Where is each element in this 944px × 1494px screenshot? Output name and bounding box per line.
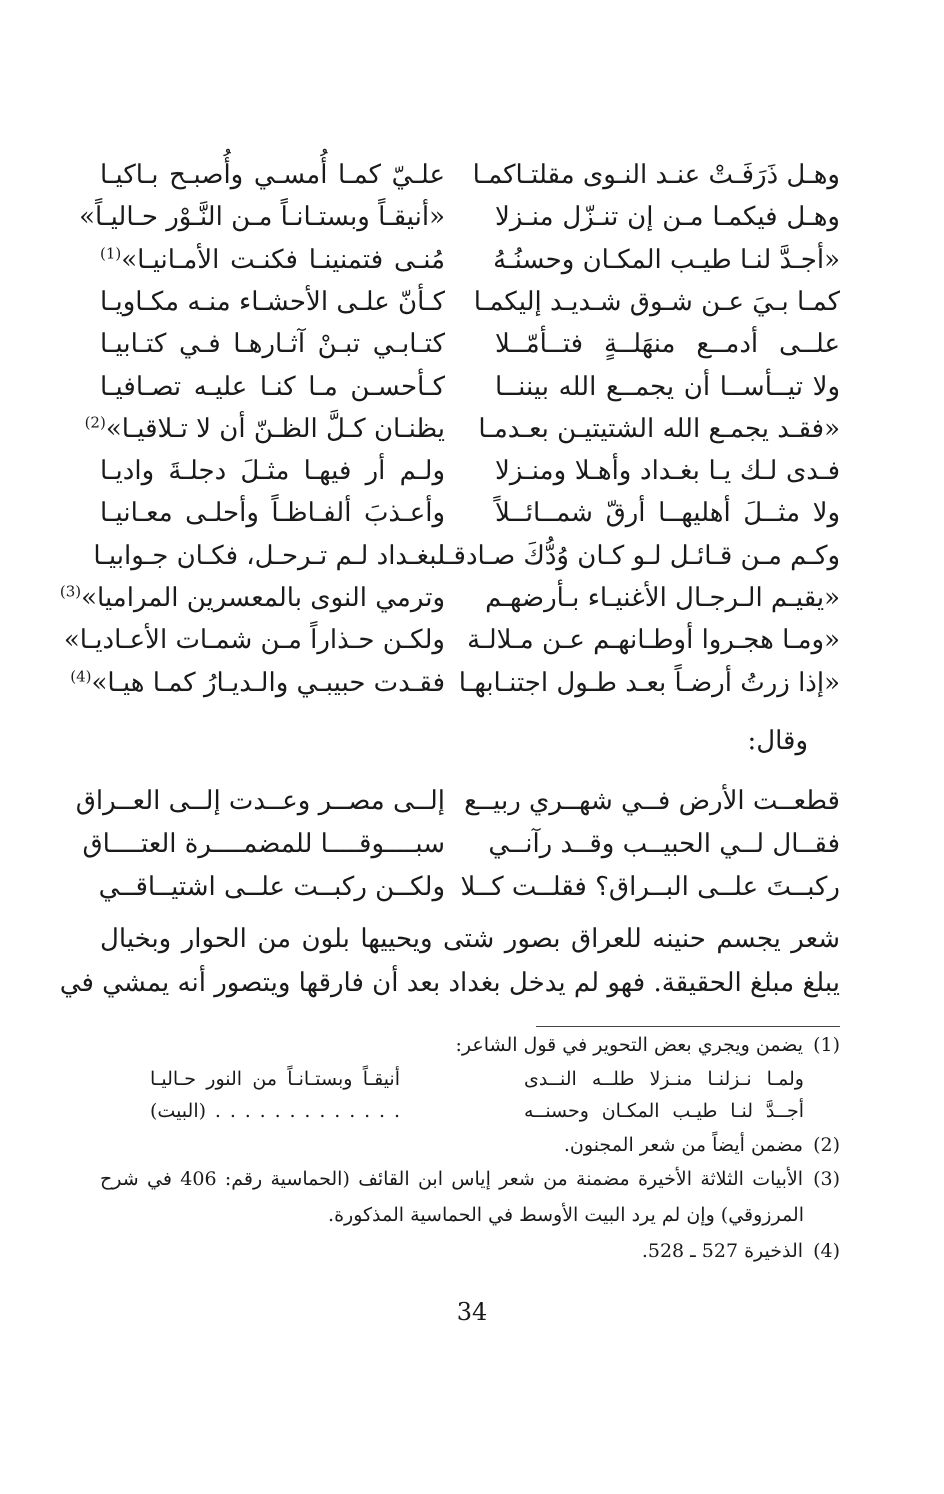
verse-first-hemistich: فقــال لــي الحبيــب وقــد رآنــي — [488, 829, 840, 859]
verse-second-hemistich-text: كـأحسـن مـا كنـا عليـه تصـافيـا — [100, 371, 445, 402]
footnote-1-verse-2-left: . . . . . . . . . . . . . (البيت) — [150, 1100, 400, 1122]
verse-second-hemistich — [93, 535, 445, 577]
verse-second-hemistich-text: «أنيقـاً وبستـانـاً مـن النَّـوْر حـاليـاً» — [79, 202, 445, 233]
verse-second-hemistich-text: كـأنّ علـى الأحشـاء منـه مكـاويـا — [99, 286, 445, 317]
verse-second-hemistich — [100, 492, 445, 534]
verse-second-hemistich — [84, 408, 445, 450]
poem-first-verse-row — [93, 535, 840, 577]
verse-second-hemistich-text: وأعـذبَ ألفـاظـاً وأحلـى معـانيـا — [100, 498, 445, 529]
poem-first-verse-row — [100, 323, 840, 365]
verse-second-hemistich — [63, 619, 445, 661]
verse-second-hemistich-text: ولكــن ركبــت علــى اشتيــاقــي — [98, 872, 445, 902]
verse-first-hemistich: ولا تيــأســا أن يجمــع الله بيننــا — [495, 371, 840, 402]
footnote-number: (1) — [813, 1034, 840, 1056]
verse-second-hemistich-text: وترمي النوى بالمعسرين المراميا» — [81, 583, 445, 613]
footnote-separator — [536, 1026, 840, 1027]
footnote-3-continued: المرزوقي) وإن لم يرد البيت الأوسط في الحماسية المذكورة. — [328, 1204, 804, 1226]
prose-line-2: يبلغ مبلغ الحقيقة. فهو لم يدخل بغداد بعد أن فارقها ويتصور أنه يمشي في — [59, 968, 840, 998]
verse-second-hemistich — [100, 323, 445, 365]
verse-second-hemistich-text: لبغـداد لـم تـرحـل، فكـان جـوابيـا — [93, 540, 445, 571]
verse-second-hemistich-text: إلــى مصــر وعــدت إلــى العــراق — [75, 786, 445, 816]
verse-second-hemistich — [100, 450, 445, 492]
verse-second-hemistich — [79, 196, 445, 238]
verse-second-hemistich — [100, 281, 445, 323]
poem-second-verse-row — [75, 780, 840, 822]
poem-first-verse-row — [100, 492, 840, 534]
verse-first-hemistich: «فقـد يجمـع الله الشتيتيـن بعـدمـا — [478, 413, 840, 444]
verse-first-hemistich: علــى أدمــع منهَلــةٍ فتــأمّــلا — [495, 329, 840, 360]
footnote-text: الذخيرة 527 ـ 528. — [641, 1240, 804, 1262]
verse-second-hemistich — [75, 780, 445, 822]
verse-first-hemistich: فـدى لـك يـا بغـداد وأهـلا ومنـزلا — [495, 456, 840, 487]
verse-second-hemistich — [100, 366, 445, 408]
footnote-marker: (1) — [100, 243, 122, 262]
page-number: 34 — [456, 1298, 488, 1326]
footnote-1 — [455, 1030, 840, 1060]
verse-first-hemistich: «أجـدَّ لنـا طيـب المكـان وحسنُـهُ — [493, 244, 840, 275]
footnote-marker: (4) — [70, 666, 92, 685]
verse-first-hemistich: قطعــت الأرض فــي شهــري ربيــع — [464, 786, 840, 816]
poem-first-verse-row — [100, 239, 840, 281]
poem-first-verse-row — [59, 577, 840, 619]
verse-first-hemistich: ركبــتَ علــى البــراق؟ فقلــت كــلا — [460, 872, 840, 902]
footnote-text: يضمن ويجري بعض التحوير في قول الشاعر: — [455, 1034, 804, 1056]
prose-line-1: شعر يجسم حنينه للعراق بصور شتى ويحييها بلون من الحوار وبخيال — [100, 924, 840, 954]
verse-first-hemistich: «إذا زرتُ أرضـاً بعـد طـول اجتنـابهـا — [458, 667, 840, 698]
verse-second-hemistich-text: كتـابـي تبـنْ آثـارهـا فـي كتـابيـا — [100, 329, 445, 360]
verse-first-hemistich: كمـا بـيَ عـن شـوق شـديـد إليكمـا — [473, 286, 840, 317]
poem-first-verse-row — [100, 281, 840, 323]
poem-first-verse-row — [70, 662, 840, 704]
footnote-number: (4) — [813, 1240, 840, 1262]
verse-first-hemistich: وكـم مـن قـائـل لـو كـان وُدُّكَ صـادقـا — [438, 540, 840, 571]
poem-first-verse-row — [100, 450, 840, 492]
footnote-2 — [564, 1130, 840, 1160]
footnote-text: مضمن أيضاً من شعر المجنون. — [563, 1134, 804, 1156]
verse-first-hemistich: «يقيـم الـرجـال الأغنيـاء بـأرضهـم — [485, 583, 840, 613]
footnote-1-verse-2-right: أجــدَّ لنـا طيـب المكـان وحسنــه — [524, 1100, 804, 1122]
verse-second-hemistich — [82, 823, 445, 865]
verse-second-hemistich-text: فقـدت حبيبـي والـديـارُ كمـا هيـا» — [91, 667, 445, 698]
verse-first-hemistich: وهـل فيكمـا مـن إن تنـزّل منـزلا — [495, 202, 840, 233]
poem-first-verse-row — [84, 408, 840, 450]
verse-second-hemistich — [70, 662, 445, 704]
verse-second-hemistich — [59, 577, 445, 619]
verse-first-hemistich: «ومـا هجـروا أوطـانهـم عـن مـلالـة — [467, 625, 840, 656]
footnote-1-verse-1-left: أنيقـاً وبستـانـاً من النور حـاليـا — [150, 1068, 400, 1090]
footnote-marker: (3) — [59, 582, 82, 601]
verse-second-hemistich-text: علـيّ كمـا أُمسـي وأُصبـح بـاكيـا — [100, 160, 445, 190]
poem-first-verse-row — [100, 366, 840, 408]
verse-second-hemistich-text: يظنـان كـلَّ الظـنّ أن لا تـلاقيـا» — [105, 413, 445, 444]
verse-second-hemistich-text: مُنـى فتمنينـا فكنـت الأمـانيـا» — [121, 244, 445, 275]
verse-second-hemistich-text: ولـم أر فيهـا مثـلَ دجلـةَ واديـا — [100, 456, 445, 487]
verse-second-hemistich-text: سبــــوقــــا للمضمــــرة العتــــاق — [82, 829, 445, 859]
verse-second-hemistich-text: ولكـن حـذاراً مـن شمـات الأعـاديـا» — [63, 625, 445, 656]
footnote-4 — [642, 1236, 840, 1266]
verse-second-hemistich — [100, 154, 445, 196]
poem-first-verse-row — [79, 196, 840, 238]
verse-second-hemistich — [100, 239, 445, 281]
footnote-number: (3) — [813, 1168, 841, 1190]
footnote-text: الأبيات الثلاثة الأخيرة مضمنة من شعر إياس ابن القائف (الحماسية رقم: 406 في شرح — [100, 1168, 804, 1190]
verse-first-hemistich: وهـل ذَرَفَـتْ عنـد النـوى مقلتـاكمـا — [472, 160, 840, 190]
wa-qal-heading: وقال: — [747, 726, 808, 756]
footnote-1-verse-1-right: ولمـا نـزلنـا منـزلا طلــه النــدى — [524, 1068, 804, 1090]
poem-second-verse-row — [100, 866, 840, 908]
verse-first-hemistich: ولا مثــلَ أهليهــا أرقّ شمــائــلاً — [495, 498, 840, 529]
footnote-number: (2) — [813, 1134, 840, 1156]
verse-second-hemistich — [100, 866, 445, 908]
footnote-3 — [100, 1164, 840, 1194]
poem-first-verse-row — [63, 619, 840, 661]
poem-second-verse-row — [82, 823, 840, 865]
poem-first-verse-row — [100, 154, 840, 196]
footnote-marker: (2) — [84, 413, 106, 432]
